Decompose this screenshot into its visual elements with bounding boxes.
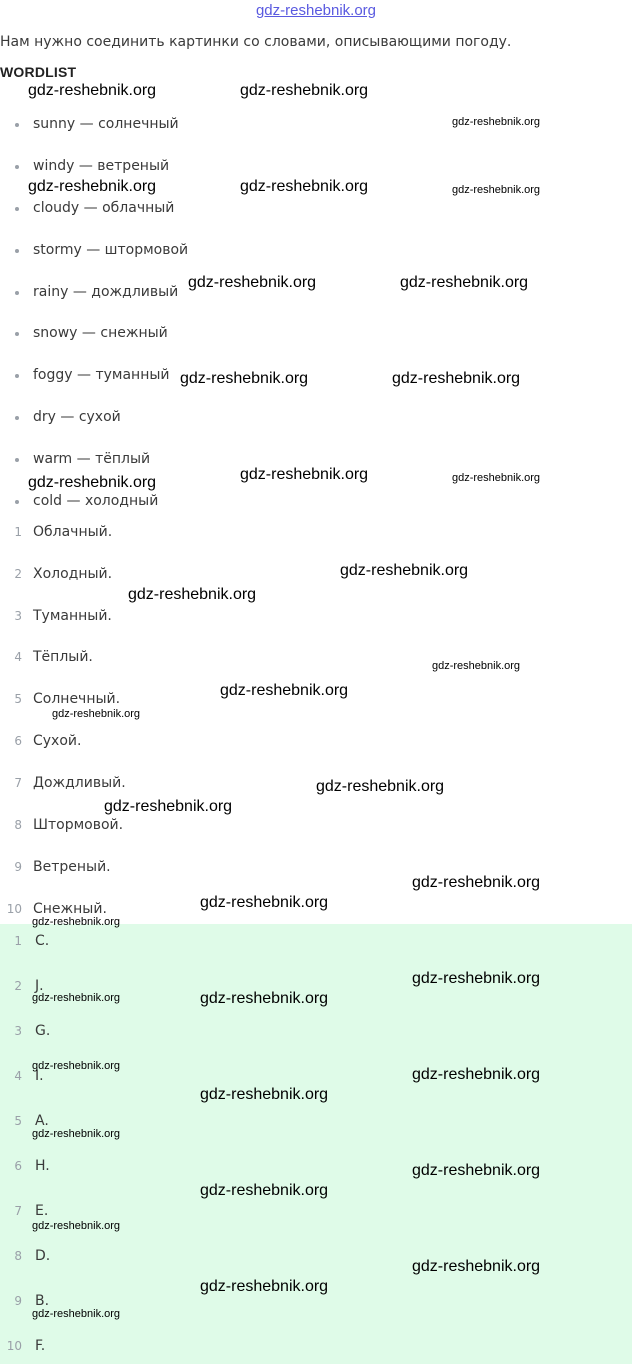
list-item: 1 Облачный. — [14, 524, 113, 540]
watermark: gdz-reshebnik.org — [412, 970, 541, 987]
bullet-icon — [15, 207, 19, 211]
watermark: gdz-reshebnik.org — [32, 992, 121, 1004]
watermark: gdz-reshebnik.org — [432, 660, 521, 672]
list-item: 4 I. — [14, 1068, 44, 1084]
watermark: gdz-reshebnik.org — [32, 1060, 121, 1072]
watermark: gdz-reshebnik.org — [452, 116, 541, 128]
list-item: 2 Холодный. — [14, 566, 113, 582]
intro-text: Нам нужно соединить картинки со словами, описывающими погоду. — [0, 34, 512, 50]
list-item: 10 Снежный. — [6, 901, 107, 917]
watermark: gdz-reshebnik.org — [316, 778, 445, 795]
bullet-icon — [15, 332, 19, 336]
list-item: 9 B. — [14, 1293, 50, 1309]
watermark: gdz-reshebnik.org — [28, 474, 157, 491]
watermark: gdz-reshebnik.org — [28, 178, 157, 195]
watermark: gdz-reshebnik.org — [412, 1066, 541, 1083]
list-item: 8 Штормовой. — [14, 817, 124, 833]
bullet-icon — [15, 165, 19, 169]
watermark: gdz-reshebnik.org — [412, 874, 541, 891]
list-item: 7 Дождливый. — [14, 775, 126, 791]
watermark: gdz-reshebnik.org — [392, 370, 521, 387]
watermark: gdz-reshebnik.org — [32, 916, 121, 928]
bullet-icon — [15, 500, 19, 504]
list-item: 1 C. — [14, 933, 50, 949]
watermark: gdz-reshebnik.org — [32, 1308, 121, 1320]
watermark: gdz-reshebnik.org — [200, 1182, 329, 1199]
bullet-icon — [15, 416, 19, 420]
bullet-icon — [15, 249, 19, 253]
watermark: gdz-reshebnik.org — [200, 1278, 329, 1295]
watermark: gdz-reshebnik.org — [32, 1220, 121, 1232]
watermark: gdz-reshebnik.org — [200, 990, 329, 1007]
watermark: gdz-reshebnik.org — [220, 682, 349, 699]
wordlist-title: WORDLIST — [0, 64, 77, 80]
list-item: 4 Тёплый. — [14, 649, 93, 665]
watermark: gdz-reshebnik.org — [180, 370, 309, 387]
watermark: gdz-reshebnik.org — [32, 1128, 121, 1140]
watermark: gdz-reshebnik.org — [240, 466, 369, 483]
watermark: gdz-reshebnik.org — [104, 798, 233, 815]
watermark: gdz-reshebnik.org — [340, 562, 469, 579]
list-item: 2 J. — [14, 978, 44, 994]
list-item: 7 E. — [14, 1203, 49, 1219]
watermark: gdz-reshebnik.org — [412, 1162, 541, 1179]
list-item: 5 Солнечный. — [14, 691, 121, 707]
list-item: 3 G. — [14, 1023, 51, 1039]
bullet-icon — [15, 123, 19, 127]
watermark: gdz-reshebnik.org — [28, 82, 157, 99]
list-item: 3 Туманный. — [14, 608, 112, 624]
bullet-icon — [15, 291, 19, 295]
watermark: gdz-reshebnik.org — [188, 274, 317, 291]
list-item: 6 H. — [14, 1158, 50, 1174]
watermark: gdz-reshebnik.org — [400, 274, 529, 291]
watermark: gdz-reshebnik.org — [452, 472, 541, 484]
watermark: gdz-reshebnik.org — [412, 1258, 541, 1275]
watermark: gdz-reshebnik.org — [240, 82, 369, 99]
bullet-icon — [15, 374, 19, 378]
watermark: gdz-reshebnik.org — [240, 178, 369, 195]
list-item: 8 D. — [14, 1248, 51, 1264]
watermark: gdz-reshebnik.org — [52, 708, 141, 720]
watermark: gdz-reshebnik.org — [452, 184, 541, 196]
watermark: gdz-reshebnik.org — [128, 586, 257, 603]
watermark: gdz-reshebnik.org — [200, 1086, 329, 1103]
watermark: gdz-reshebnik.org — [200, 894, 329, 911]
list-item: 5 A. — [14, 1113, 49, 1129]
bullet-icon — [15, 458, 19, 462]
list-item: 9 Ветреный. — [14, 859, 111, 875]
list-item: 6 Сухой. — [14, 733, 82, 749]
site-link[interactable]: gdz-reshebnik.org — [255, 2, 377, 19]
list-item: 10 F. — [6, 1338, 46, 1354]
